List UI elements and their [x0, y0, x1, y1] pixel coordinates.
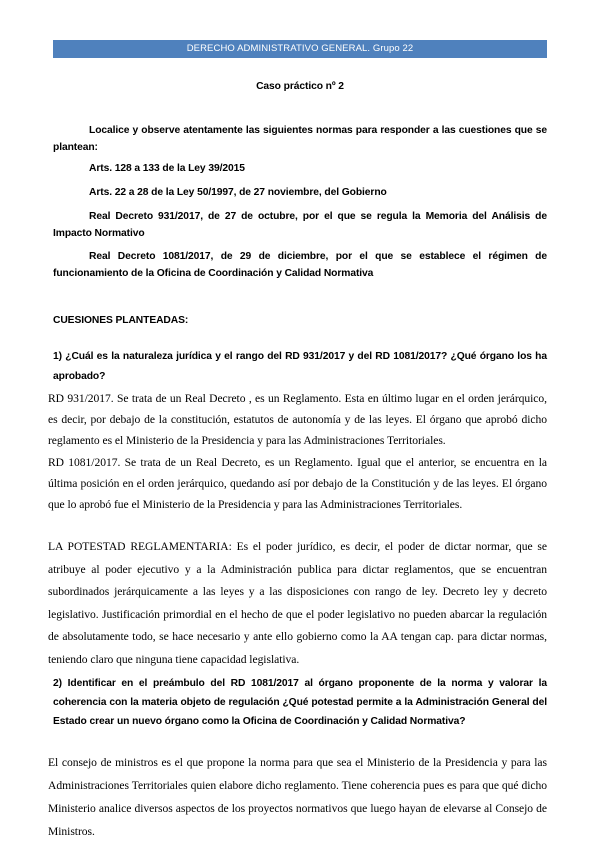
header-banner: DERECHO ADMINISTRATIVO GENERAL. Grupo 22 [53, 40, 547, 58]
norm-item: Arts. 22 a 28 de la Ley 50/1997, de 27 noviembre, del Gobierno [89, 187, 387, 198]
norm-item: Arts. 128 a 133 de la Ley 39/2015 [89, 163, 245, 174]
question-1: 1) ¿Cuál es la naturaleza jurídica y el rango del RD 931/2017 y del RD 1081/2017? ¿Qué órgano los ha aprobado? [53, 351, 547, 382]
page-title: Caso práctico nº 2 [256, 81, 344, 92]
section-title: CUESIONES PLANTEADAS: [53, 315, 189, 326]
answer-paragraph: El consejo de ministros es el que propone la norma para que sea el Ministerio de la Presidencia y para las Administraciones Territoriales quien elabore dicho reglamento. Tiene coherencia pues es para que qué dicho Ministerio analice diversos aspectos de los proyectos normativos que luego hayan de elevarse al Consejo de Ministros. [48, 756, 547, 838]
answer-paragraph: RD 1081/2017. Se trata de un Real Decreto, es un Reglamento. Igual que el anterior, se encuentra en la última posición en el orden jerárquico, quedando así por debajo de la Constitución y de las leyes. El órgano que lo aprobó fue el Ministerio de la Presidencia y para las Administraciones Territoriales. [48, 456, 547, 511]
norm-item: Real Decreto 1081/2017, de 29 de diciembre, por el que se establece el régimen de funcionamiento de la Oficina de Coordinación y Calidad Normativa [53, 251, 547, 279]
instruction-text: Localice y observe atentamente las siguientes normas para responder a las cuestiones que se plantean: [53, 125, 547, 153]
answer-paragraph: RD 931/2017. Se trata de un Real Decreto , es un Reglamento. Esta en último lugar en el orden jerárquico, es decir, por debajo de la constitución, estatutos de autonomía y de las leyes. El órgano que aprobó dicho reglamento es el Ministerio de la Presidencia y para las Administraciones Territoriales. [48, 392, 547, 447]
norm-item: Real Decreto 931/2017, de 27 de octubre, por el que se regula la Memoria del Análisis de Impacto Normativo [53, 211, 547, 239]
question-2: 2) Identificar en el preámbulo del RD 1081/2017 al órgano proponente de la norma y valorar la coherencia con la materia objeto de regulación ¿Qué potestad permite a la Administración General del Estado crear un nuevo órgano como la Oficina de Coordinación y Calidad Normativa? [53, 678, 547, 727]
answer-paragraph: LA POTESTAD REGLAMENTARIA: Es el poder jurídico, es decir, el poder de dictar normar, que se atribuye al poder ejecutivo y a la Administración publica para dictar reglamentos, que se encuentran subordinados jerárquicamente a las leyes y a las disposiciones con rango de ley. Decreto ley y decreto legislativo. Justificación primordial en el hecho de que el poder legislativo no pueden abarcar la regulación de absolutamente todo, se hace necesario y ante ello gobierno como la AA tengan cap. para dictar normas, teniendo claro que ninguna tiene capacidad legislativa. [48, 540, 547, 666]
